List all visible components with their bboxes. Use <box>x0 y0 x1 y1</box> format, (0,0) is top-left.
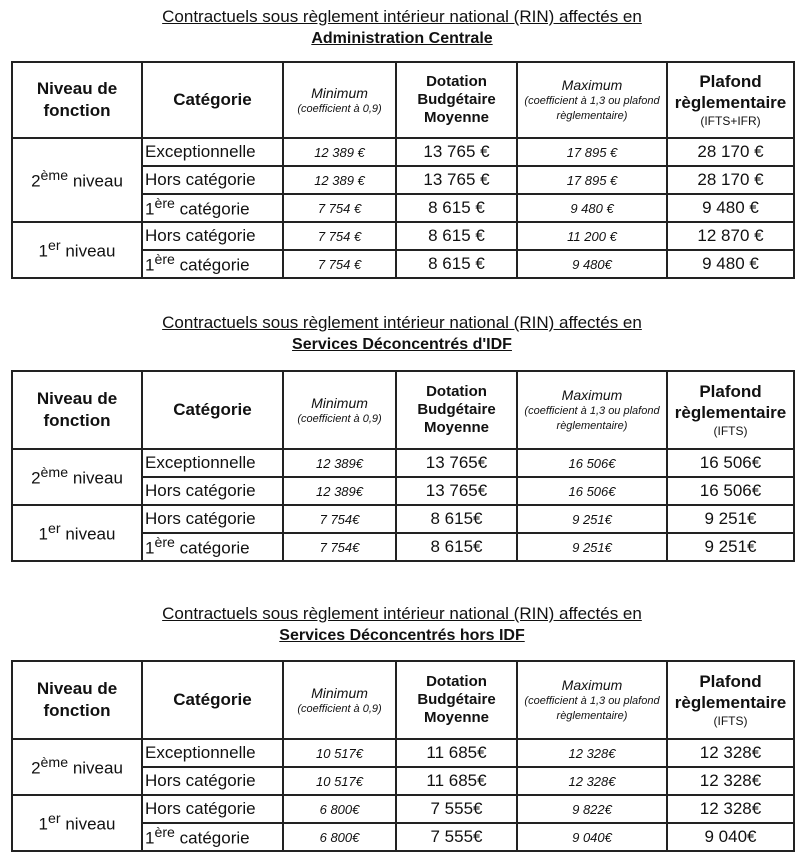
header-plafond <box>667 371 794 449</box>
header-plafond-note: (IFTS+IFR) <box>700 114 761 128</box>
category-cell: 1ère catégorie <box>142 533 283 561</box>
header-plafond-label: Plafond règlementaire <box>674 72 787 112</box>
table-services-hors-idf <box>11 660 795 852</box>
maximum-cell: 16 506€ <box>517 477 667 505</box>
header-niveau: Niveau de fonction <box>12 371 142 449</box>
table-services-idf <box>11 370 795 562</box>
header-maximum-note: (coefficient à 1,3 ou plafond règlementaire) <box>524 695 660 722</box>
table-title-line1: Contractuels sous règlement intérieur national (RIN) affectés en <box>162 313 642 332</box>
maximum-cell: 9 251€ <box>517 533 667 561</box>
minimum-cell: 7 754€ <box>283 533 396 561</box>
plafond-cell: 12 328€ <box>667 767 794 795</box>
dotation-cell: 8 615 € <box>396 222 517 250</box>
header-maximum-label: Maximum <box>561 677 623 693</box>
header-categorie: Catégorie <box>142 661 283 739</box>
header-maximum-note: (coefficient à 1,3 ou plafond règlementaire) <box>524 405 660 432</box>
header-plafond-note: (IFTS) <box>713 714 748 728</box>
plafond-cell: 12 328€ <box>667 739 794 767</box>
header-minimum-note: (coefficient à 0,9) <box>297 102 382 115</box>
maximum-cell: 16 506€ <box>517 449 667 477</box>
table-administration-centrale <box>11 61 795 279</box>
dotation-cell: 13 765 € <box>396 138 517 166</box>
plafond-cell: 9 251€ <box>667 505 794 533</box>
header-dotation: Dotation Budgétaire Moyenne <box>396 661 517 739</box>
minimum-cell: 12 389 € <box>283 166 396 194</box>
dotation-cell: 8 615€ <box>396 505 517 533</box>
table-row <box>12 138 794 166</box>
category-cell: 1ère catégorie <box>142 250 283 278</box>
table-row <box>12 449 794 477</box>
dotation-cell: 13 765 € <box>396 166 517 194</box>
maximum-cell: 11 200 € <box>517 222 667 250</box>
dotation-cell: 8 615 € <box>396 250 517 278</box>
table-title-line1: Contractuels sous règlement intérieur national (RIN) affectés en <box>162 7 642 26</box>
maximum-cell: 9 480€ <box>517 250 667 278</box>
minimum-cell: 7 754€ <box>283 505 396 533</box>
dotation-cell: 8 615€ <box>396 533 517 561</box>
plafond-cell: 9 251€ <box>667 533 794 561</box>
minimum-cell: 12 389€ <box>283 477 396 505</box>
plafond-cell: 16 506€ <box>667 449 794 477</box>
level-1-cell: 1er niveau <box>12 795 142 851</box>
category-cell: Hors catégorie <box>142 505 283 533</box>
plafond-cell: 9 480 € <box>667 194 794 222</box>
category-cell: Exceptionnelle <box>142 138 283 166</box>
table-title-line1: Contractuels sous règlement intérieur national (RIN) affectés en <box>162 604 642 623</box>
category-cell: Hors catégorie <box>142 222 283 250</box>
header-maximum <box>517 661 667 739</box>
level-2-cell: 2ème niveau <box>12 739 142 795</box>
table-row <box>12 795 794 823</box>
header-minimum-note: (coefficient à 0,9) <box>297 412 382 425</box>
section-administration-centrale <box>0 6 804 50</box>
header-categorie: Catégorie <box>142 371 283 449</box>
maximum-cell: 9 251€ <box>517 505 667 533</box>
minimum-cell: 10 517€ <box>283 767 396 795</box>
header-categorie: Catégorie <box>142 62 283 138</box>
header-plafond-label: Plafond règlementaire <box>674 672 787 712</box>
level-1-cell: 1er niveau <box>12 505 142 561</box>
dotation-cell: 11 685€ <box>396 739 517 767</box>
dotation-cell: 11 685€ <box>396 767 517 795</box>
table-row <box>12 505 794 533</box>
header-minimum <box>283 371 396 449</box>
maximum-cell: 9 822€ <box>517 795 667 823</box>
minimum-cell: 12 389 € <box>283 138 396 166</box>
category-cell: 1ère catégorie <box>142 823 283 851</box>
header-niveau: Niveau de fonction <box>12 62 142 138</box>
maximum-cell: 9 480 € <box>517 194 667 222</box>
minimum-cell: 6 800€ <box>283 823 396 851</box>
category-cell: Hors catégorie <box>142 767 283 795</box>
plafond-cell: 9 480 € <box>667 250 794 278</box>
header-minimum-label: Minimum <box>311 84 368 101</box>
level-2-cell: 2ème niveau <box>12 138 142 222</box>
table-row <box>12 222 794 250</box>
header-maximum <box>517 62 667 138</box>
minimum-cell: 6 800€ <box>283 795 396 823</box>
category-cell: Hors catégorie <box>142 795 283 823</box>
dotation-cell: 8 615 € <box>396 194 517 222</box>
header-maximum <box>517 371 667 449</box>
header-plafond-note: (IFTS) <box>713 424 748 438</box>
dotation-cell: 13 765€ <box>396 449 517 477</box>
header-minimum-label: Minimum <box>311 394 368 411</box>
plafond-cell: 9 040€ <box>667 823 794 851</box>
section-services-idf <box>0 312 804 356</box>
header-niveau: Niveau de fonction <box>12 661 142 739</box>
category-cell: Hors catégorie <box>142 166 283 194</box>
header-minimum <box>283 62 396 138</box>
header-minimum-label: Minimum <box>311 684 368 701</box>
plafond-cell: 28 170 € <box>667 166 794 194</box>
minimum-cell: 7 754 € <box>283 222 396 250</box>
dotation-cell: 13 765€ <box>396 477 517 505</box>
minimum-cell: 7 754 € <box>283 250 396 278</box>
dotation-cell: 7 555€ <box>396 795 517 823</box>
header-maximum-note: (coefficient à 1,3 ou plafond règlementaire) <box>524 95 660 122</box>
table-title-line2: Services Déconcentrés d'IDF <box>292 336 512 353</box>
header-maximum-label: Maximum <box>561 77 623 93</box>
plafond-cell: 16 506€ <box>667 477 794 505</box>
header-dotation: Dotation Budgétaire Moyenne <box>396 62 517 138</box>
table-title-line2: Administration Centrale <box>311 30 493 47</box>
level-1-cell: 1er niveau <box>12 222 142 278</box>
category-cell: Exceptionnelle <box>142 449 283 477</box>
minimum-cell: 7 754 € <box>283 194 396 222</box>
plafond-cell: 28 170 € <box>667 138 794 166</box>
minimum-cell: 12 389€ <box>283 449 396 477</box>
maximum-cell: 9 040€ <box>517 823 667 851</box>
minimum-cell: 10 517€ <box>283 739 396 767</box>
table-title-line2: Services Déconcentrés hors IDF <box>279 627 525 644</box>
maximum-cell: 12 328€ <box>517 739 667 767</box>
category-cell: Hors catégorie <box>142 477 283 505</box>
plafond-cell: 12 870 € <box>667 222 794 250</box>
category-cell: 1ère catégorie <box>142 194 283 222</box>
category-cell: Exceptionnelle <box>142 739 283 767</box>
header-plafond <box>667 62 794 138</box>
maximum-cell: 12 328€ <box>517 767 667 795</box>
dotation-cell: 7 555€ <box>396 823 517 851</box>
header-plafond <box>667 661 794 739</box>
section-services-hors-idf <box>0 603 804 647</box>
plafond-cell: 12 328€ <box>667 795 794 823</box>
header-minimum-note: (coefficient à 0,9) <box>297 702 382 715</box>
level-2-cell: 2ème niveau <box>12 449 142 505</box>
header-plafond-label: Plafond règlementaire <box>674 382 787 422</box>
header-maximum-label: Maximum <box>561 387 623 403</box>
maximum-cell: 17 895 € <box>517 166 667 194</box>
header-minimum <box>283 661 396 739</box>
table-row <box>12 739 794 767</box>
header-dotation: Dotation Budgétaire Moyenne <box>396 371 517 449</box>
maximum-cell: 17 895 € <box>517 138 667 166</box>
